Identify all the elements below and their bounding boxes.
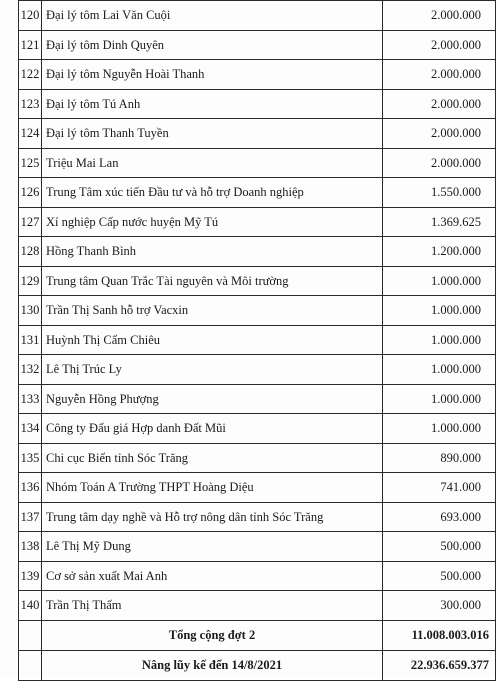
table-row <box>19 355 496 385</box>
donor-name: Chi cục Biển tỉnh Sóc Trăng <box>42 443 383 473</box>
donation-amount: 741.000 <box>383 473 496 503</box>
row-number: 129 <box>19 266 42 296</box>
donor-name: Nguyễn Hồng Phượng <box>42 384 383 414</box>
table-row <box>19 384 496 414</box>
row-number: 138 <box>19 532 42 562</box>
batch-total-label: Tổng cộng đợt 2 <box>42 620 383 650</box>
row-number: 123 <box>19 89 42 119</box>
row-number: 135 <box>19 443 42 473</box>
table-row <box>19 266 496 296</box>
donation-amount: 500.000 <box>383 532 496 562</box>
donation-amount: 2.000.000 <box>383 30 496 60</box>
table-row <box>19 1 496 31</box>
batch-total-row <box>19 620 496 650</box>
donor-name: Trần Thị Thấm <box>42 591 383 621</box>
donor-name: Đại lý tôm Lai Văn Cuội <box>42 1 383 31</box>
table-row <box>19 148 496 178</box>
donation-amount: 890.000 <box>383 443 496 473</box>
table-row <box>19 178 496 208</box>
table-row <box>19 561 496 591</box>
donation-amount: 2.000.000 <box>383 60 496 90</box>
table-row <box>19 443 496 473</box>
donor-name: Trần Thị Sanh hỗ trợ Vacxin <box>42 296 383 326</box>
donation-amount: 1.000.000 <box>383 266 496 296</box>
row-number: 122 <box>19 60 42 90</box>
table-row <box>19 119 496 149</box>
donor-name: Xí nghiệp Cấp nước huyện Mỹ Tú <box>42 207 383 237</box>
table-row <box>19 89 496 119</box>
table-row <box>19 30 496 60</box>
donor-name: Đại lý tôm Thanh Tuyền <box>42 119 383 149</box>
donation-amount: 500.000 <box>383 561 496 591</box>
table-row <box>19 296 496 326</box>
cumulative-total-amount: 22.936.659.377 <box>383 650 496 680</box>
donation-amount: 693.000 <box>383 502 496 532</box>
donor-name: Đại lý tôm Dinh Quyên <box>42 30 383 60</box>
donor-name: Trung tâm dạy nghề và Hỗ trợ nông dân tỉnh Sóc Trăng <box>42 502 383 532</box>
donor-name: Hồng Thanh Bình <box>42 237 383 267</box>
donation-amount: 2.000.000 <box>383 1 496 31</box>
row-number: 127 <box>19 207 42 237</box>
donor-name: Huỳnh Thị Cẩm Chiêu <box>42 325 383 355</box>
row-number: 139 <box>19 561 42 591</box>
donation-amount: 2.000.000 <box>383 119 496 149</box>
total-number-cell <box>19 620 42 650</box>
row-number: 137 <box>19 502 42 532</box>
row-number: 124 <box>19 119 42 149</box>
row-number: 133 <box>19 384 42 414</box>
row-number: 136 <box>19 473 42 503</box>
row-number: 132 <box>19 355 42 385</box>
donation-table-body <box>19 1 496 681</box>
donation-amount: 2.000.000 <box>383 148 496 178</box>
donor-name: Trung Tâm xúc tiến Đầu tư và hỗ trợ Doanh nghiệp <box>42 178 383 208</box>
donor-name: Triệu Mai Lan <box>42 148 383 178</box>
row-number: 140 <box>19 591 42 621</box>
table-row <box>19 325 496 355</box>
row-number: 121 <box>19 30 42 60</box>
table-row <box>19 502 496 532</box>
donation-amount: 1.000.000 <box>383 384 496 414</box>
cumulative-total-label: Nâng lũy kế đến 14/8/2021 <box>42 650 383 680</box>
row-number: 125 <box>19 148 42 178</box>
donor-name: Công ty Đấu giá Hợp danh Đất Mũi <box>42 414 383 444</box>
donor-name: Đại lý tôm Tú Anh <box>42 89 383 119</box>
donation-amount: 1.000.000 <box>383 325 496 355</box>
donor-name: Trung tâm Quan Trắc Tài nguyên và Môi trường <box>42 266 383 296</box>
row-number: 126 <box>19 178 42 208</box>
table-row <box>19 414 496 444</box>
row-number: 134 <box>19 414 42 444</box>
donation-amount: 1.000.000 <box>383 296 496 326</box>
table-row <box>19 60 496 90</box>
row-number: 128 <box>19 237 42 267</box>
donor-name: Cơ sở sản xuất Mai Anh <box>42 561 383 591</box>
donation-table <box>18 0 496 681</box>
table-row <box>19 591 496 621</box>
donation-amount: 300.000 <box>383 591 496 621</box>
donor-name: Lê Thị Trúc Ly <box>42 355 383 385</box>
donor-name: Lê Thị Mỹ Dung <box>42 532 383 562</box>
row-number: 131 <box>19 325 42 355</box>
table-row <box>19 237 496 267</box>
row-number: 120 <box>19 1 42 31</box>
donation-amount: 1.000.000 <box>383 355 496 385</box>
donation-amount: 1.369.625 <box>383 207 496 237</box>
donation-amount: 1.200.000 <box>383 237 496 267</box>
donor-name: Đại lý tôm Nguyễn Hoài Thanh <box>42 60 383 90</box>
table-row <box>19 207 496 237</box>
donation-amount: 1.550.000 <box>383 178 496 208</box>
table-row <box>19 473 496 503</box>
donation-amount: 1.000.000 <box>383 414 496 444</box>
cumulative-number-cell <box>19 650 42 680</box>
donor-name: Nhóm Toán A Trường THPT Hoàng Diệu <box>42 473 383 503</box>
cumulative-total-row <box>19 650 496 680</box>
row-number: 130 <box>19 296 42 326</box>
table-row <box>19 532 496 562</box>
donation-amount: 2.000.000 <box>383 89 496 119</box>
batch-total-amount: 11.008.003.016 <box>383 620 496 650</box>
